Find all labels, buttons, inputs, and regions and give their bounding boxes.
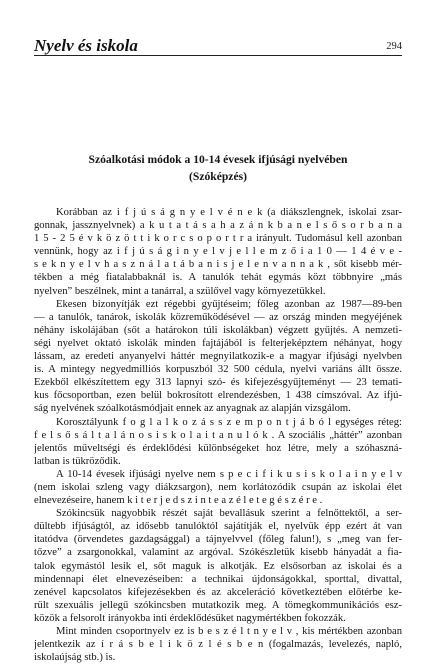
- article-subtitle-line: (Szóképzés): [189, 170, 247, 183]
- text-line: jelentkezik az í r á s b e l i k ö z l é s b e n (fogalmazás, levelezés, napló,: [34, 639, 402, 651]
- text-line: ségi nyelvet oktató iskolák minden fajtájából is felterjeképztem néhányat, hogy: [34, 337, 402, 349]
- text-line: lássam, az eredeti anyanyelvi háttér megnyilatkozik-e a magyar ifjúsági nyelvben: [34, 351, 402, 363]
- text-line: zenével kapcsolatos kifejezésekben és az akceleráció következtében előtérbe ke-: [34, 586, 402, 598]
- text-line: néhány iskolájában (sőt a határokon túli iskolákban) végzett gyűjtés. A nemzeti-: [34, 324, 402, 336]
- text-line: f e l s ő s á l t a l á n o s i s k o l a i t a n u l ó k . A szociális „háttér” azonban: [34, 429, 402, 441]
- text-line: A 10-14 évesek ifjúsági nyelve nem s p e c i f i k u s i s k o l a i n y e l v: [56, 468, 402, 480]
- text-line: nyelven” beszélnek, mint a tanárral, a szülővel vagy környezetükkel.: [34, 285, 326, 297]
- text-line: gonnak, jassznyelvnek) a k u t a t á s a h a z á n k b a n e l s ő s o r b a n a: [34, 220, 402, 232]
- journal-title: Nyelv és iskola: [34, 36, 138, 55]
- text-line: vennünk, hogy az i f j ú s á g i n y e l v j e l l e m z ő i a 1 0 — 1 4 é v e -: [34, 246, 402, 258]
- text-line: itatódva (örvendetes gazdagsággal) a tájnyelvvel (főleg falun!), s „meg van fer-: [34, 534, 402, 546]
- text-line: 1 5 - 2 5 é v k ö z ö t t i k o r c s o p o r t r a irányult. Tudomásul kell azonban: [34, 233, 402, 245]
- text-line: is. A mintegy negyedmilliós korpuszból 32 500 cédula, nyelvi variáns állt össze.: [34, 364, 402, 376]
- paragraph: [34, 298, 402, 416]
- article-title: [34, 151, 402, 185]
- text-line: közök a felsorolt irányokba inti érdeklődésüket nagymértékben fokozzák.: [34, 612, 346, 624]
- text-line: tékben a még fiatalabbaknál is. A tanulók tehát egymás közt többnyire „más: [34, 272, 402, 284]
- header-rule: [34, 55, 402, 56]
- paragraph: [34, 625, 402, 664]
- text-line: Szókincsük nagyobbik részét saját bevallásuk szerint a felnőttektől, a ser-: [56, 508, 402, 520]
- text-line: s e k n y e l v h a s z n á l a t á b a n i s j e l e n v a n n a k , sőt kisebb mér-: [34, 259, 402, 271]
- text-line: Ezekből elkészítettem egy 313 lapnyi szó- és kifejezésgyűjteményt — 23 temati-: [34, 377, 402, 389]
- article-body: [34, 206, 402, 664]
- text-line: dültebb ifjúságtól, az idősebb tanulóktól sajátítják el, nyelvük épp ezért át van: [34, 521, 402, 533]
- article-title-line: Szóalkotási módok a 10-14 évesek ifjúsági nyelvében: [88, 153, 348, 166]
- running-head: [34, 32, 402, 56]
- text-line: iskolaújság stb.) is.: [34, 652, 116, 664]
- text-line: latban is tükröződik.: [34, 455, 121, 467]
- text-line: — a tanulók, tanárok, iskolák közreműködésével — az ország minden megyéjének: [34, 311, 402, 323]
- text-line: Ekesen bizonyítják ezt régebbi gyűjtéseim; főleg azonban az 1987—89-ben: [56, 298, 402, 310]
- page-number: 294: [386, 41, 402, 52]
- text-line: Mint minden csoportnyelv ez is b e s z é l t n y e l v , kis mértékben azonban: [56, 626, 402, 637]
- paragraph: [34, 206, 402, 298]
- paragraph: [34, 416, 402, 468]
- text-line: tőzve” a zsargonokkal, valamint az argóval. Szókészletük kisebb hányadát a fia-: [34, 547, 402, 559]
- text-line: mindennapi élet elnevezéseiben: a technikai újdonságokkal, sporttal, divattal,: [34, 573, 402, 585]
- paragraph: [34, 468, 402, 507]
- text-line: Korosztályunk f o g l a l k o z á s s z e m p o n t j á b ó l egységes réteg:: [56, 416, 402, 428]
- text-line: Korábban az i f j ú s á g n y e l v é n e k (a diákszlengnek, iskolai zsar-: [56, 207, 402, 218]
- text-line: (nem iskolai szleng vagy diákzsargon), nem korlátozódik csupán az iskolai élet: [34, 481, 402, 493]
- text-line: elnevezéseire, hanem k i t e r j e d s z i n t e a z é l e t e g é s z é r e .: [34, 495, 323, 507]
- text-line: talok egymástól lesik el, sőt maguk is alkotják. Ez elsősorban az iskolai és a: [34, 560, 402, 572]
- paragraph: [34, 507, 402, 625]
- text-line: kus főcsoportban, ezen belül bokrosított elrendezésben, 1 438 címszóval. Az ifjú-: [34, 390, 402, 402]
- text-line: ság nyelvének szóalkotásmódjait ennek az anyagnak az alapján vizsgálom.: [34, 403, 351, 415]
- text-line: rült szexuális jellegű szókincsben mutatkozik meg. A tömegkommunikációs esz-: [34, 599, 402, 611]
- text-line: jelentős műveltségi és érdeklődési különbségeket hoz létre, mely a szóhaszná-: [34, 442, 402, 454]
